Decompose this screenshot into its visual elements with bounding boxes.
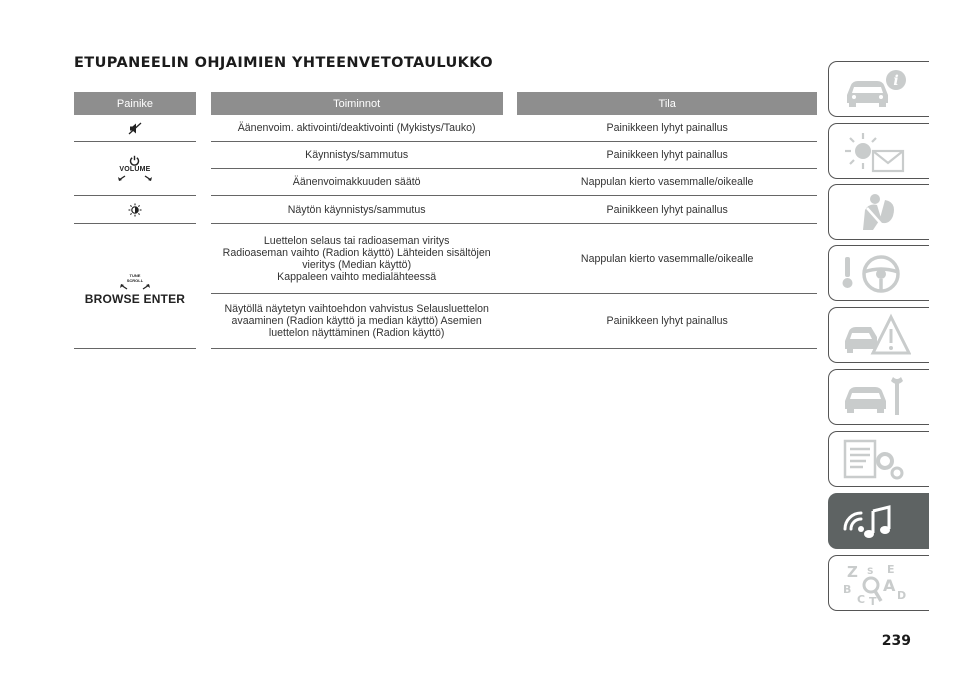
row-function: Äänenvoimakkuuden säätö	[211, 169, 503, 196]
steering-key-icon	[841, 251, 911, 297]
technical-data-icon	[841, 437, 911, 483]
index-letter: S	[867, 567, 874, 577]
rotate-arrows-icon	[118, 283, 152, 291]
chapter-tab-safety[interactable]	[828, 184, 929, 240]
chapter-tab-technical-data[interactable]	[828, 431, 929, 487]
display-button-cell	[74, 196, 196, 224]
chapter-tab-index[interactable]	[828, 555, 929, 611]
index-letter: A	[883, 576, 896, 595]
index-letter: Z	[847, 563, 858, 581]
chapter-tab-multimedia[interactable]	[828, 493, 929, 549]
mute-icon	[128, 122, 142, 135]
table-row	[74, 115, 817, 142]
car-crash-warning-icon	[841, 313, 911, 359]
header-functions: Toiminnot	[211, 92, 503, 115]
index-letter: C	[857, 593, 866, 606]
index-letter: D	[897, 589, 907, 602]
row-function: Luettelon selaus tai radioaseman viritys Radioaseman vaihto (Radion käyttö) Lähteiden sisältöjen vieritys (Median käyttö) Kappaleen vaihto medialähteessä	[211, 224, 503, 294]
svg-text:i: i	[893, 73, 899, 89]
row-function: Näytön käynnistys/sammutus	[211, 196, 503, 224]
power-icon	[129, 155, 140, 166]
volume-knob-cell	[74, 142, 196, 196]
row-state: Nappulan kierto vasemmalle/oikealle	[517, 224, 817, 294]
row-function: Näytöllä näytetyn vaihtoehdon vahvistus Selausluettelon avaaminen (Radion käyttö ja median käyttö) Asemien luettelon näyttäminen (Radion käyttö)	[211, 294, 503, 349]
airbag-passenger-icon	[841, 190, 911, 236]
chapter-tab-emergency[interactable]	[828, 307, 929, 363]
display-brightness-icon	[128, 203, 142, 217]
page-number: 239	[881, 633, 911, 649]
index-letter: T	[869, 595, 877, 607]
row-state: Painikkeen lyhyt painallus	[517, 294, 817, 349]
controls-summary-table	[74, 92, 817, 349]
table-row	[74, 224, 817, 294]
chapter-tab-warning-lights[interactable]	[828, 123, 929, 179]
tune-label: TUNE	[129, 272, 141, 278]
index-letter: B	[843, 583, 852, 596]
mute-button-cell	[74, 115, 196, 142]
browse-enter-label: BROWSE ENTER	[84, 291, 186, 306]
browse-knob-cell	[74, 224, 196, 349]
warning-lights-icon	[841, 129, 911, 175]
row-state: Painikkeen lyhyt painallus	[517, 115, 817, 142]
row-state: Painikkeen lyhyt painallus	[517, 196, 817, 224]
rotate-arrows-icon	[117, 174, 153, 182]
header-state: Tila	[517, 92, 817, 115]
index-letter: E	[887, 563, 895, 576]
table-header-row	[74, 92, 817, 115]
row-state: Nappulan kierto vasemmalle/oikealle	[517, 169, 817, 196]
car-info-icon	[841, 67, 911, 113]
row-function: Äänenvoim. aktivointi/deaktivointi (Mykistys/Tauko)	[211, 115, 503, 142]
table-row	[74, 142, 817, 169]
car-service-icon	[841, 375, 911, 421]
chapter-tab-starting-driving[interactable]	[828, 245, 929, 301]
page-title: ETUPANEELIN OHJAIMIEN YHTEENVETOTAULUKKO	[74, 55, 494, 71]
row-state: Painikkeen lyhyt painallus	[517, 142, 817, 169]
chapter-tab-car-info[interactable]	[828, 61, 929, 117]
multimedia-icon	[841, 499, 911, 545]
chapter-tabs	[828, 0, 929, 683]
header-button: Painike	[74, 92, 196, 115]
row-function: Käynnistys/sammutus	[211, 142, 503, 169]
volume-label: VOLUME	[119, 166, 151, 173]
table-row	[74, 196, 817, 224]
alphabetical-index-icon	[841, 561, 911, 607]
scroll-label: SCROLL	[126, 277, 144, 283]
chapter-tab-service[interactable]	[828, 369, 929, 425]
